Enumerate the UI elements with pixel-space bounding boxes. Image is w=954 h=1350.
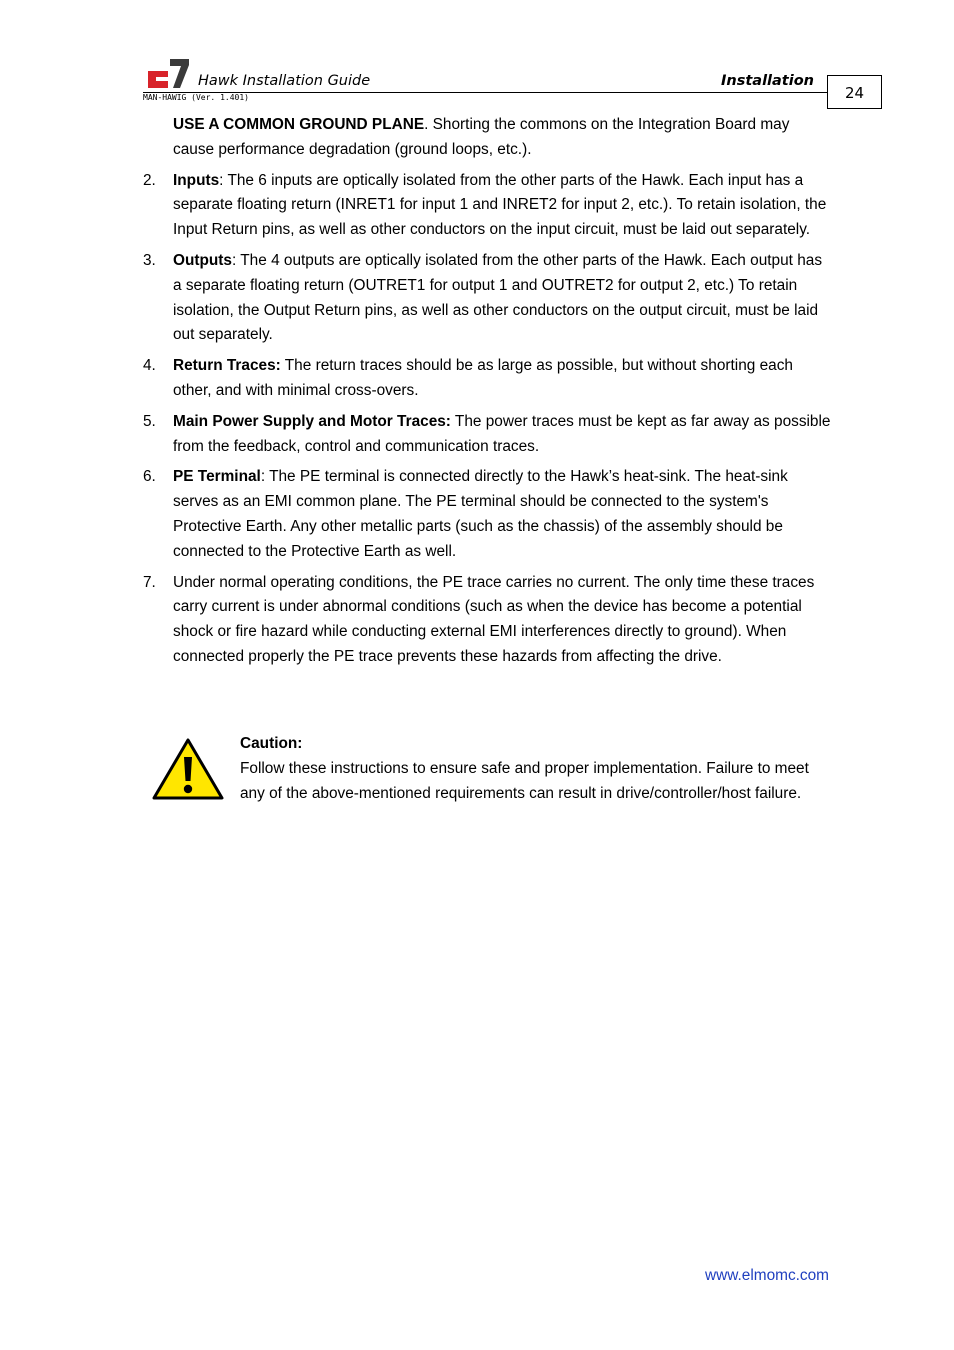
paragraph-bold-lead: USE A COMMON GROUND PLANE <box>173 116 425 133</box>
list-item <box>143 249 833 348</box>
caution-box <box>143 732 833 806</box>
list-item-number: 2. <box>143 171 156 189</box>
list-item-text: : The PE terminal is connected directly to the Hawk’s heat-sink. The heat-sink serves as an EMI common plane. The PE terminal should be connected to the system's Protective Earth. Any other metallic parts (such as the chassis) of the assembly should be connected to the Protective Earth as well. <box>173 468 788 560</box>
continuation-paragraph <box>143 113 833 163</box>
list-item-text: : The 4 outputs are optically isolated from the other parts of the Hawk. Each output has a separate floating return (OUTRET1 for output 1 and OUTRET2 for output 2, etc.) To retain isolation, the Output Return pins, as well as other conductors on the output circuit, must be laid out separately. <box>173 251 823 344</box>
list-item-text: Under normal operating conditions, the PE trace carries no current. The only time these traces carry current is under abnormal conditions (such as when the device has become a potential shock or fire hazard while conducting external EMI interferences directly to ground). When connected properly the PE trace prevents these hazards from affecting the drive. <box>173 573 815 665</box>
list-item-text: The power traces must be kept as far away as possible from the feedback, control and communication traces. <box>173 412 831 455</box>
document-title: Hawk Installation Guide <box>198 73 371 89</box>
list-item-bold: Return Traces: <box>173 357 281 375</box>
list-item-bold: Outputs <box>173 251 232 269</box>
paragraph-text: . Shorting the commons on the Integration Board may cause performance degradation (ground loops, etc.). <box>173 116 790 158</box>
caution-content <box>240 732 833 806</box>
list-item-number: 5. <box>143 412 156 430</box>
list-item <box>143 354 833 404</box>
list-item <box>143 169 833 243</box>
list-item-bold: PE Terminal <box>173 468 261 486</box>
list-item-number: 3. <box>143 251 156 269</box>
caution-title: Caution: <box>240 735 303 752</box>
list-item <box>143 465 833 564</box>
list-item <box>143 410 833 460</box>
list-item-number: 6. <box>143 468 156 486</box>
section-title: Installation <box>721 73 814 89</box>
page-number: 24 <box>827 75 882 109</box>
list-item-number: 7. <box>143 573 156 591</box>
document-body <box>143 113 833 676</box>
document-code: MAN-HAWIG (Ver. 1.401) <box>143 93 249 102</box>
list-item-bold: Main Power Supply and Motor Traces: <box>173 412 451 430</box>
list-item <box>143 571 833 670</box>
website-link[interactable]: www.elmomc.com <box>705 1267 829 1284</box>
caution-text: Follow these instructions to ensure safe and proper implementation. Failure to meet any of the above-mentioned requirements can result in drive/controller/host failure. <box>240 759 809 802</box>
warning-triangle-icon <box>152 737 224 801</box>
elmo-logo-icon <box>148 57 190 89</box>
list-item-text: : The 6 inputs are optically isolated from the other parts of the Hawk. Each input has a separate floating return (INRET1 for input 1 and INRET2 for input 2, etc.). To retain isolation, the Input Return pins, as well as other conductors on the input circuit, must be laid out separately. <box>173 171 827 239</box>
list-item-bold: Inputs <box>173 171 220 189</box>
page-header <box>0 0 954 115</box>
list-item-text: The return traces should be as large as possible, but without shorting each other, and with minimal cross-overs. <box>173 357 793 399</box>
list-item-number: 4. <box>143 357 156 375</box>
